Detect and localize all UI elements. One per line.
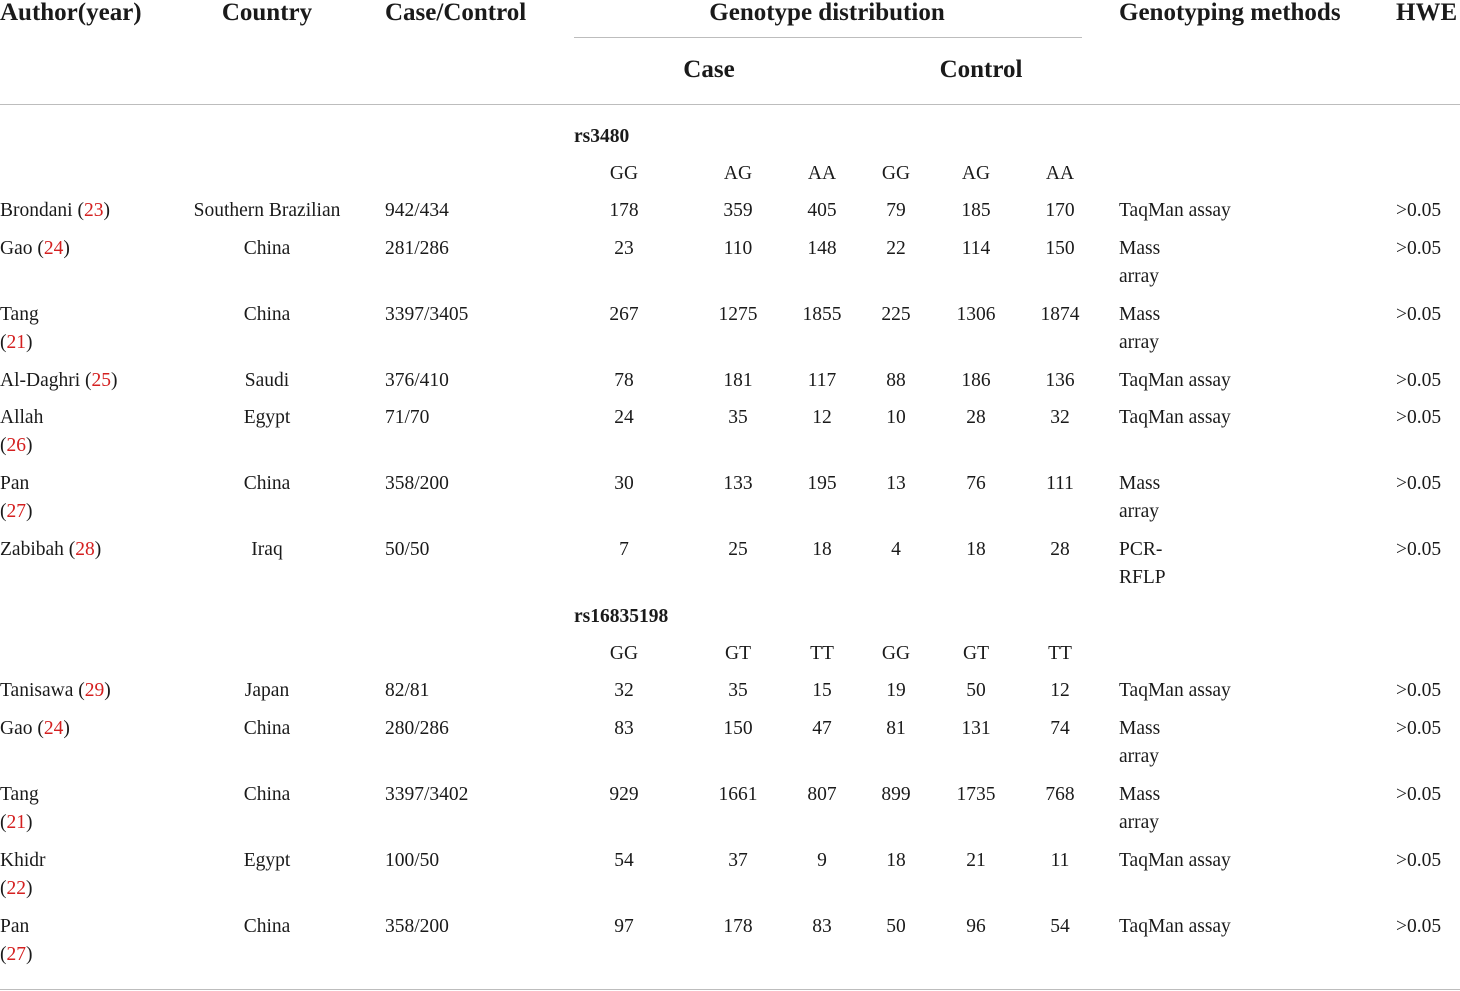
- author-cell: Zabibah (28): [0, 539, 102, 560]
- genotype-count-cell: 37: [728, 850, 748, 871]
- author-cell: Brondani (23): [0, 200, 110, 221]
- genotype-count-cell: 22: [886, 238, 906, 259]
- genotype-label: GT: [963, 643, 989, 664]
- genotype-subheader-rule: [574, 37, 1082, 38]
- country-cell: China: [243, 784, 291, 805]
- method-cell: [1119, 470, 1160, 526]
- genotype-count-cell: 18: [812, 539, 832, 560]
- genotype-count-cell: 359: [723, 200, 753, 221]
- genotype-count-cell: 1855: [802, 304, 842, 325]
- genotype-label: AG: [723, 163, 753, 184]
- author-cell: Khidr (22): [0, 850, 46, 899]
- author-cell: Pan (27): [0, 916, 33, 965]
- header-control: Control: [939, 56, 1023, 83]
- country-cell: China: [243, 916, 291, 937]
- author-name: Gao: [0, 238, 38, 259]
- genotype-count-cell: 768: [1045, 784, 1075, 805]
- country-cell: Southern Brazilian: [193, 200, 341, 221]
- genotype-count-cell: 96: [966, 916, 986, 937]
- method-text: TaqMan assay: [1119, 200, 1231, 221]
- hwe-cell: >0.05: [1396, 370, 1442, 391]
- method-text: PCR-: [1119, 539, 1163, 560]
- genotype-count-cell: 807: [807, 784, 837, 805]
- author-name: Pan: [0, 916, 30, 937]
- hwe-cell: >0.05: [1396, 200, 1442, 221]
- method-cell: [1119, 913, 1231, 941]
- author-name: Tang: [0, 304, 39, 325]
- method-cell: [1119, 197, 1231, 225]
- hwe-cell: >0.05: [1396, 784, 1442, 805]
- case-control-cell: 50/50: [385, 539, 430, 560]
- genotype-count-cell: 18: [886, 850, 906, 871]
- genotype-count-cell: 267: [609, 304, 639, 325]
- author-name: Al-Daghri: [0, 370, 86, 391]
- method-text: RFLP: [1119, 567, 1166, 588]
- genotype-count-cell: 7: [619, 539, 629, 560]
- snp-label: rs3480: [574, 126, 630, 147]
- genotype-count-cell: 1306: [956, 304, 996, 325]
- genotype-count-cell: 1275: [718, 304, 758, 325]
- genotype-label: AG: [961, 163, 991, 184]
- genotype-count-cell: 11: [1050, 850, 1070, 871]
- case-control-cell: 281/286: [385, 238, 449, 259]
- reference-link[interactable]: 24: [43, 718, 64, 739]
- genotype-count-cell: 1735: [956, 784, 996, 805]
- genotype-count-cell: 1661: [718, 784, 758, 805]
- reference-link[interactable]: 27: [6, 944, 26, 965]
- method-text: TaqMan assay: [1119, 680, 1231, 701]
- header-hwe: HWE: [1396, 0, 1458, 26]
- method-text: Mass: [1119, 784, 1161, 805]
- method-cell: [1119, 536, 1166, 592]
- genotype-count-cell: 13: [886, 473, 906, 494]
- genotype-count-cell: 74: [1050, 718, 1070, 739]
- genotype-count-cell: 1874: [1040, 304, 1080, 325]
- reference-link[interactable]: 22: [6, 878, 26, 899]
- author-name: Allah: [0, 407, 44, 428]
- genotype-count-cell: 178: [609, 200, 639, 221]
- method-text: TaqMan assay: [1119, 850, 1231, 871]
- genotype-count-cell: 28: [1050, 539, 1070, 560]
- header-country: Country: [221, 0, 313, 26]
- hwe-cell: >0.05: [1396, 238, 1442, 259]
- snp-label: rs16835198: [574, 606, 669, 627]
- country-cell: Japan: [244, 680, 290, 701]
- genotype-count-cell: 76: [966, 473, 986, 494]
- case-control-cell: 942/434: [385, 200, 449, 221]
- genotype-count-cell: 97: [614, 916, 634, 937]
- author-cell: Gao (24): [0, 718, 70, 739]
- genotype-count-cell: 30: [614, 473, 634, 494]
- genotype-label: AA: [807, 163, 837, 184]
- case-control-cell: 100/50: [385, 850, 440, 871]
- country-cell: China: [243, 718, 291, 739]
- genotype-count-cell: 111: [1046, 473, 1074, 494]
- genotype-count-cell: 54: [614, 850, 634, 871]
- reference-link[interactable]: 27: [6, 501, 26, 522]
- method-cell: [1119, 677, 1231, 705]
- genotype-count-cell: 170: [1045, 200, 1075, 221]
- author-cell: Al-Daghri (25): [0, 370, 118, 391]
- genotype-count-cell: 178: [723, 916, 753, 937]
- author-name: Tanisawa: [0, 680, 79, 701]
- country-cell: Egypt: [243, 407, 291, 428]
- genotype-count-cell: 150: [1045, 238, 1075, 259]
- case-control-cell: 358/200: [385, 916, 449, 937]
- genotype-count-cell: 185: [961, 200, 991, 221]
- genotype-count-cell: 18: [966, 539, 986, 560]
- genotype-count-cell: 28: [966, 407, 986, 428]
- method-text: Mass: [1119, 304, 1161, 325]
- genotype-count-cell: 10: [886, 407, 906, 428]
- genotype-count-cell: 195: [807, 473, 837, 494]
- genotype-count-cell: 19: [886, 680, 906, 701]
- genotype-count-cell: 136: [1045, 370, 1075, 391]
- hwe-cell: >0.05: [1396, 916, 1442, 937]
- method-cell: [1119, 235, 1160, 291]
- author-name: Pan: [0, 473, 30, 494]
- genotype-count-cell: 24: [614, 407, 634, 428]
- genotype-label: AA: [1045, 163, 1075, 184]
- author-cell: Tang (21): [0, 304, 39, 353]
- author-cell: Tanisawa (29): [0, 680, 111, 701]
- genotype-count-cell: 25: [728, 539, 748, 560]
- country-cell: China: [243, 238, 291, 259]
- author-name: Zabibah: [0, 539, 69, 560]
- genotype-count-cell: 929: [609, 784, 639, 805]
- country-cell: Iraq: [251, 539, 283, 560]
- author-name: Khidr: [0, 850, 46, 871]
- genotype-label: GG: [609, 163, 639, 184]
- method-text: array: [1119, 266, 1160, 287]
- method-cell: [1119, 847, 1231, 875]
- genotype-label: TT: [810, 643, 834, 664]
- genotype-label: TT: [1048, 643, 1072, 664]
- genotype-label: GG: [881, 163, 911, 184]
- genotype-label: GG: [881, 643, 911, 664]
- reference-link[interactable]: 21: [6, 332, 26, 353]
- genotype-count-cell: 4: [891, 539, 901, 560]
- hwe-cell: >0.05: [1396, 680, 1442, 701]
- genotype-count-cell: 225: [881, 304, 911, 325]
- author-name: Gao: [0, 718, 38, 739]
- genotype-count-cell: 47: [812, 718, 832, 739]
- method-text: Mass: [1119, 473, 1161, 494]
- genotype-count-cell: 15: [812, 680, 832, 701]
- header-author: Author(year): [0, 0, 142, 26]
- genotype-count-cell: 12: [812, 407, 832, 428]
- genotype-count-cell: 114: [961, 238, 991, 259]
- method-text: TaqMan assay: [1119, 370, 1231, 391]
- method-cell: [1119, 715, 1160, 771]
- case-control-cell: 3397/3405: [385, 304, 469, 325]
- header-genotype-distribution: Genotype distribution: [709, 0, 945, 26]
- method-cell: [1119, 781, 1160, 837]
- genotype-count-cell: 110: [723, 238, 753, 259]
- genotype-count-cell: 131: [961, 718, 991, 739]
- author-cell: Tang (21): [0, 784, 39, 833]
- genotype-count-cell: 35: [728, 680, 748, 701]
- genotype-count-cell: 79: [886, 200, 906, 221]
- header-bottom-rule: [0, 104, 1460, 105]
- header-case: Case: [683, 56, 735, 83]
- genotype-count-cell: 9: [817, 850, 827, 871]
- genotype-count-cell: 32: [1050, 407, 1070, 428]
- genotype-count-cell: 35: [728, 407, 748, 428]
- genotype-count-cell: 150: [723, 718, 753, 739]
- method-cell: [1119, 404, 1231, 432]
- genotype-count-cell: 117: [807, 370, 837, 391]
- case-control-cell: 71/70: [385, 407, 430, 428]
- country-cell: China: [243, 473, 291, 494]
- genotype-count-cell: 54: [1050, 916, 1070, 937]
- method-cell: [1119, 367, 1231, 395]
- case-control-cell: 358/200: [385, 473, 449, 494]
- genotype-count-cell: 186: [961, 370, 991, 391]
- hwe-cell: >0.05: [1396, 539, 1442, 560]
- method-text: array: [1119, 812, 1160, 833]
- case-control-cell: 280/286: [385, 718, 449, 739]
- hwe-cell: >0.05: [1396, 407, 1442, 428]
- reference-link[interactable]: 21: [6, 812, 26, 833]
- genotype-count-cell: 78: [614, 370, 634, 391]
- case-control-cell: 376/410: [385, 370, 449, 391]
- method-cell: [1119, 301, 1160, 357]
- method-text: Mass: [1119, 718, 1161, 739]
- reference-link[interactable]: 28: [75, 539, 95, 560]
- genotype-label: GT: [725, 643, 751, 664]
- genotype-count-cell: 50: [966, 680, 986, 701]
- reference-link[interactable]: 23: [83, 200, 104, 221]
- genotype-count-cell: 81: [886, 718, 906, 739]
- genotype-count-cell: 181: [723, 370, 753, 391]
- hwe-cell: >0.05: [1396, 850, 1442, 871]
- author-name: Brondani: [0, 200, 78, 221]
- genotype-count-cell: 50: [886, 916, 906, 937]
- country-cell: Egypt: [243, 850, 291, 871]
- hwe-cell: >0.05: [1396, 473, 1442, 494]
- genotype-count-cell: 899: [881, 784, 911, 805]
- author-name: Tang: [0, 784, 39, 805]
- method-text: TaqMan assay: [1119, 916, 1231, 937]
- country-cell: Saudi: [244, 370, 290, 391]
- hwe-cell: >0.05: [1396, 304, 1442, 325]
- method-text: array: [1119, 332, 1160, 353]
- reference-link[interactable]: 26: [6, 435, 26, 456]
- case-control-cell: 82/81: [385, 680, 430, 701]
- table-bottom-rule: [0, 989, 1460, 990]
- author-cell: Pan (27): [0, 473, 33, 522]
- country-cell: China: [243, 304, 291, 325]
- genotype-count-cell: 88: [886, 370, 906, 391]
- genotype-count-cell: 12: [1050, 680, 1070, 701]
- method-text: TaqMan assay: [1119, 407, 1231, 428]
- genotype-count-cell: 133: [723, 473, 753, 494]
- genotype-count-cell: 32: [614, 680, 634, 701]
- genotype-count-cell: 148: [807, 238, 837, 259]
- reference-link[interactable]: 24: [43, 238, 64, 259]
- genotype-label: GG: [609, 643, 639, 664]
- genotype-count-cell: 21: [966, 850, 986, 871]
- genotype-count-cell: 83: [812, 916, 832, 937]
- author-cell: Gao (24): [0, 238, 70, 259]
- case-control-cell: 3397/3402: [385, 784, 469, 805]
- genotype-count-cell: 83: [614, 718, 634, 739]
- genotype-count-cell: 405: [807, 200, 837, 221]
- header-genotyping-methods: Genotyping methods: [1119, 0, 1341, 26]
- reference-link[interactable]: 25: [91, 370, 112, 391]
- author-cell: Allah (26): [0, 407, 44, 456]
- reference-link[interactable]: 29: [84, 680, 105, 701]
- method-text: Mass: [1119, 238, 1161, 259]
- hwe-cell: >0.05: [1396, 718, 1442, 739]
- method-text: array: [1119, 501, 1160, 522]
- genotype-count-cell: 23: [614, 238, 634, 259]
- header-case-control: Case/Control: [385, 0, 527, 26]
- method-text: array: [1119, 746, 1160, 767]
